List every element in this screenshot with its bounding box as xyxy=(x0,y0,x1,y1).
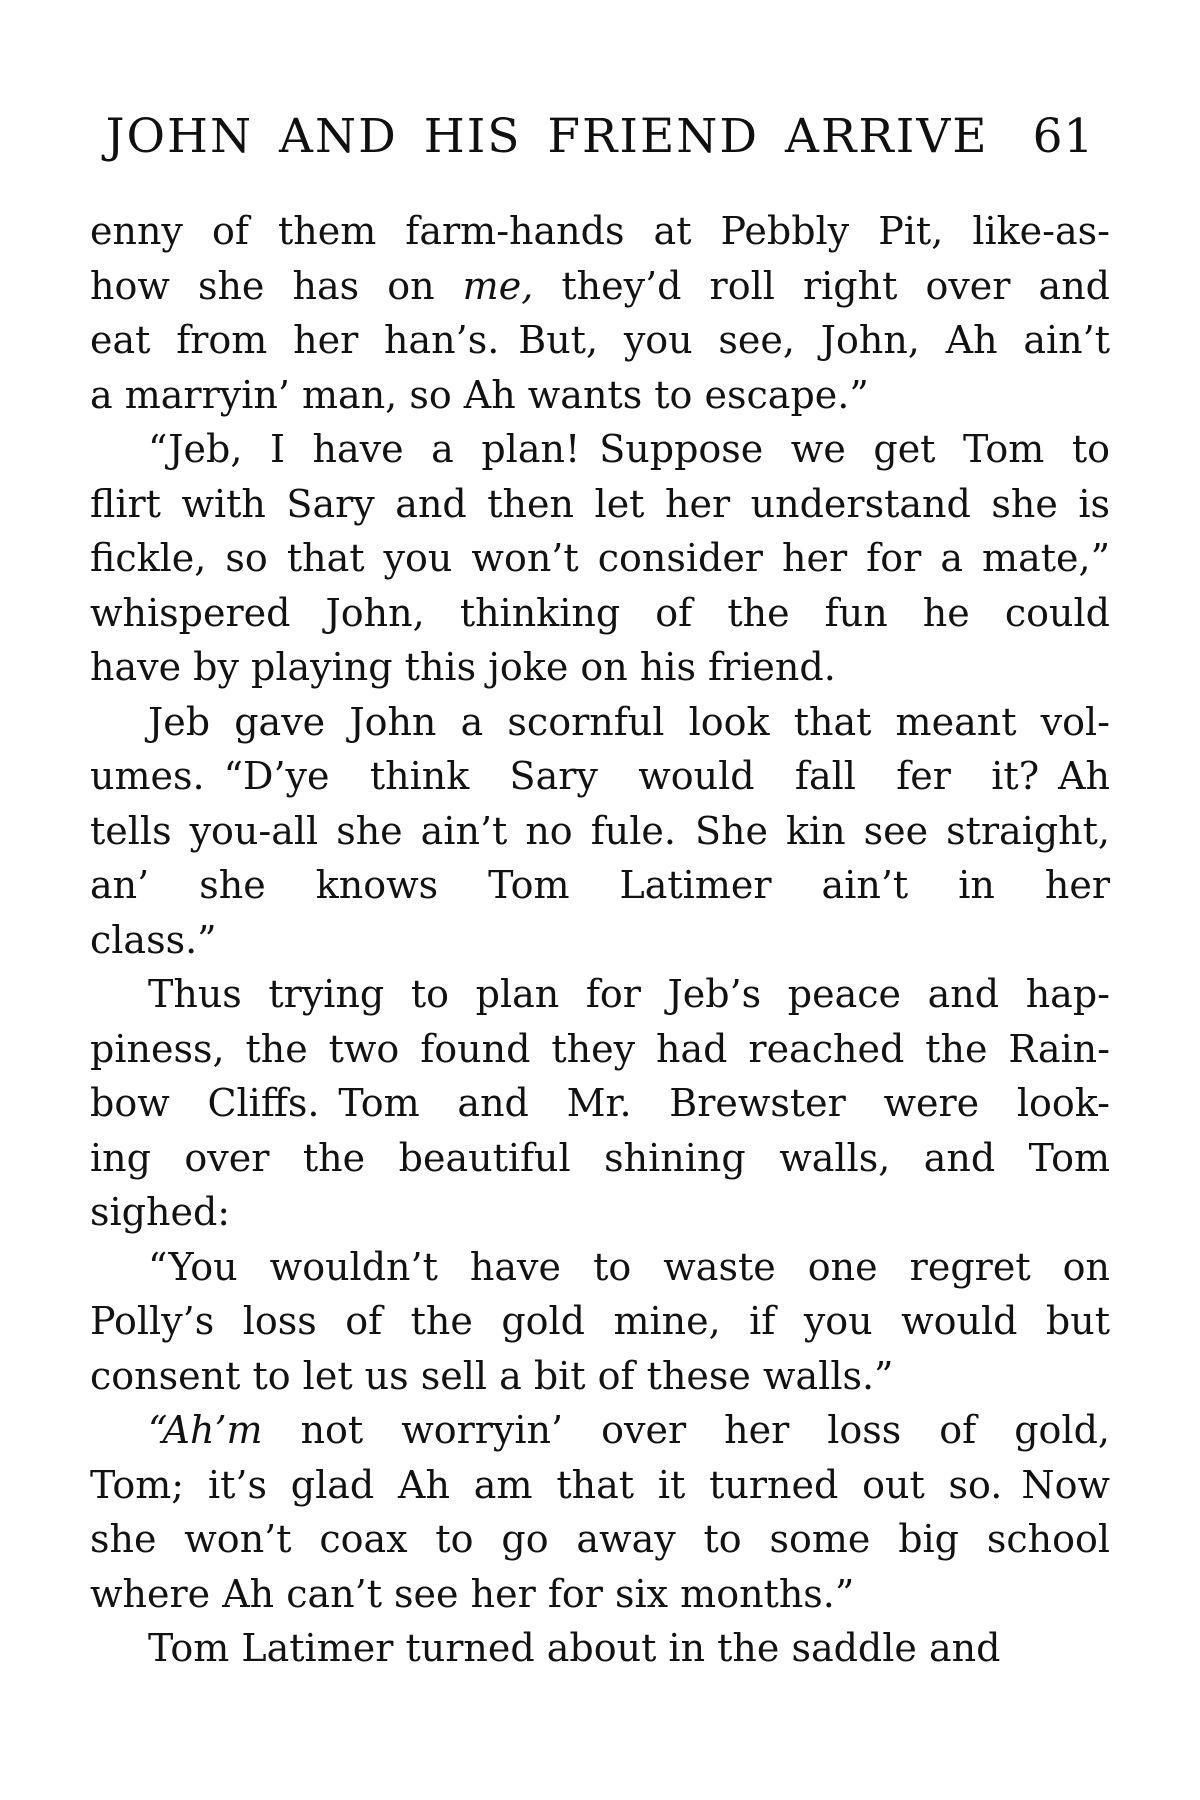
text-segment: tells you-all she ain’t no fule. She kin see straight, xyxy=(90,808,1110,853)
text-line xyxy=(90,967,1110,1022)
text-line xyxy=(90,640,1110,695)
text-line xyxy=(90,1567,1110,1622)
text-segment: bow Cliffs. Tom and Mr. Brewster were look- xyxy=(90,1081,1110,1125)
text-line xyxy=(90,1349,1110,1404)
italic-text: me, xyxy=(462,263,534,308)
text-segment: Jeb gave John a scornful look that meant vol- xyxy=(148,699,1110,744)
text-line xyxy=(90,1458,1110,1513)
page-title: JOHN AND HIS FRIEND ARRIVE xyxy=(105,109,989,164)
text-segment: a marryin’ man, so Ah wants to escape.” xyxy=(90,372,869,417)
text-line xyxy=(90,586,1110,641)
text-line xyxy=(90,313,1110,368)
text-line xyxy=(90,1185,1110,1240)
text-line xyxy=(90,477,1110,532)
text-segment: Tom Latimer turned about in the saddle and xyxy=(148,1626,1001,1670)
text-segment: they’d roll right over and xyxy=(533,263,1110,308)
text-line xyxy=(90,422,1110,477)
text-segment: “Jeb, I have a plan! Suppose we get Tom to xyxy=(148,427,1110,471)
text-line xyxy=(90,1240,1110,1295)
text-segment: have by playing this joke on his friend. xyxy=(90,645,836,689)
text-line xyxy=(90,1294,1110,1349)
text-segment: “You wouldn’t have to waste one regret on xyxy=(148,1244,1110,1289)
text-line xyxy=(90,1621,1110,1676)
text-segment: sighed: xyxy=(90,1190,231,1234)
text-line xyxy=(90,749,1110,804)
text-segment: enny of them farm-hands at Pebbly Pit, like-as- xyxy=(90,209,1110,253)
text-line xyxy=(90,1022,1110,1077)
text-line xyxy=(90,913,1110,968)
page-number: 61 xyxy=(1032,109,1095,164)
text-segment: fickle, so that you won’t consider her for a mate,” xyxy=(90,536,1110,580)
text-line xyxy=(90,204,1110,259)
text-segment: she won’t coax to go away to some big school xyxy=(90,1517,1110,1561)
text-line xyxy=(90,858,1110,913)
text-line xyxy=(90,804,1110,859)
text-segment: eat from her han’s. But, you see, John, Ah ain’t xyxy=(90,318,1110,362)
text-segment: consent to let us sell a bit of these walls.” xyxy=(90,1353,894,1398)
text-segment: class.” xyxy=(90,917,217,962)
text-line xyxy=(90,695,1110,750)
italic-text: “Ah’m xyxy=(148,1408,263,1452)
text-segment: Tom; it’s glad Ah am that it turned out so. Now xyxy=(90,1462,1110,1507)
body-text xyxy=(90,204,1110,1676)
text-segment: ing over the beautiful shining walls, and Tom xyxy=(90,1135,1110,1180)
text-segment: whispered John, thinking of the fun he could xyxy=(90,590,1110,635)
text-line xyxy=(90,1076,1110,1131)
text-line xyxy=(90,1131,1110,1186)
text-line xyxy=(90,259,1110,314)
text-segment: Thus trying to plan for Jeb’s peace and hap- xyxy=(148,972,1110,1016)
text-line xyxy=(90,1512,1110,1567)
text-segment: umes. “D’ye think Sary would fall fer it? Ah xyxy=(90,754,1110,798)
text-line xyxy=(90,368,1110,423)
text-segment: how she has on xyxy=(90,263,463,308)
text-segment: Polly’s loss of the gold mine, if you would but xyxy=(90,1299,1110,1343)
text-segment: an’ she knows Tom Latimer ain’t in her xyxy=(90,863,1110,907)
text-segment: flirt with Sary and then let her understand she is xyxy=(90,481,1110,526)
text-line xyxy=(90,1403,1110,1458)
text-line xyxy=(90,531,1110,586)
text-segment: piness, the two found they had reached the Rain- xyxy=(90,1026,1110,1071)
text-segment: where Ah can’t see her for six months.” xyxy=(90,1571,855,1616)
running-head xyxy=(90,110,1110,164)
text-segment: not worryin’ over her loss of gold, xyxy=(262,1408,1110,1452)
